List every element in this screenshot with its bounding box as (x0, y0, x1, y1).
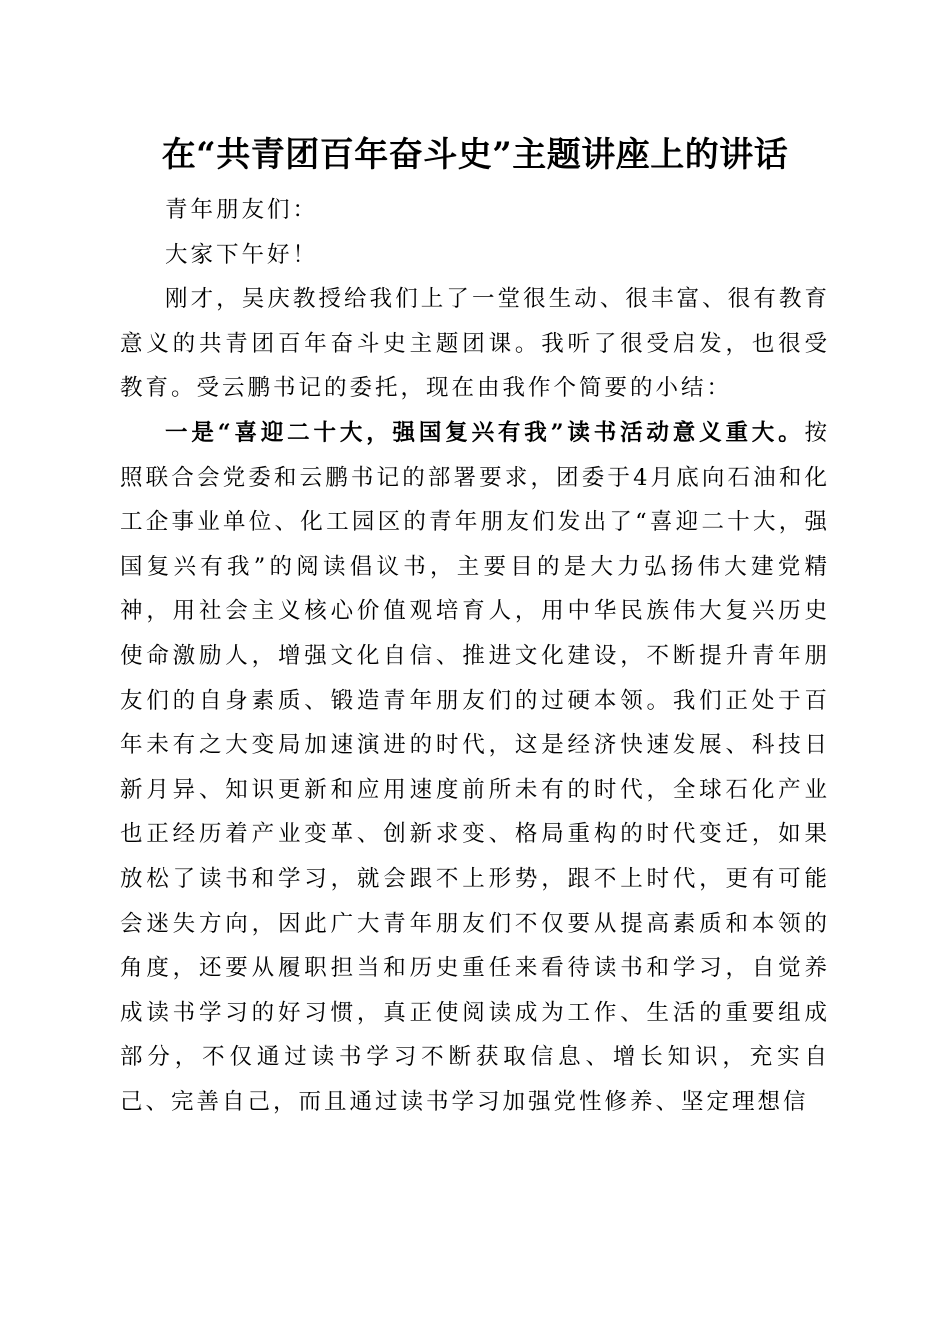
salutation: 青年朋友们： (165, 197, 319, 223)
point-one-body: 按照联合会党委和云鹏书记的部署要求，团委于4月底向石油和化工企事业单位、化工园区的青年朋友们发出了“喜迎二十大，强国复兴有我”的阅读倡议书，主要目的是大力弘扬伟大建党精神，用社会主义核心价值观培育人，用中华民族伟大复兴历史使命激励人，增强文化自信、推进文化建设，不断提升青年朋友们的自身素质、锻造青年朋友们的过硬本领。我们正处于百年未有之大变局加速演进的时代，这是经济快速发展、科技日新月异、知识更新和应用速度前所未有的时代，全球石化产业也正经历着产业变革、创新求变、格局重构的时代变迁，如果放松了读书和学习，就会跟不上形势，跟不上时代，更有可能会迷失方向，因此广大青年朋友们不仅要从提高素质和本领的角度，还要从履职担当和历史重任来看待读书和学习，自觉养成读书学习的好习惯，真正使阅读成为工作、生活的重要组成部分，不仅通过读书学习不断获取信息、增长知识，充实自己、完善自己，而且通过读书学习加强党性修养、坚定理想信 (120, 419, 830, 1115)
intro-paragraph: 刚才，吴庆教授给我们上了一堂很生动、很丰富、很有教育意义的共青团百年奋斗史主题团课。我听了很受启发，也很受教育。受云鹏书记的委托，现在由我作个简要的小结： (120, 286, 830, 402)
document-title: 在“共青团百年奋斗史”主题讲座上的讲话 (161, 135, 789, 175)
point-one-paragraph (120, 411, 830, 1125)
greeting: 大家下午好！ (165, 241, 319, 268)
point-one-lead: 一是“喜迎二十大，强国复兴有我”读书活动意义重大。 (165, 419, 805, 446)
document-page (120, 130, 830, 1124)
